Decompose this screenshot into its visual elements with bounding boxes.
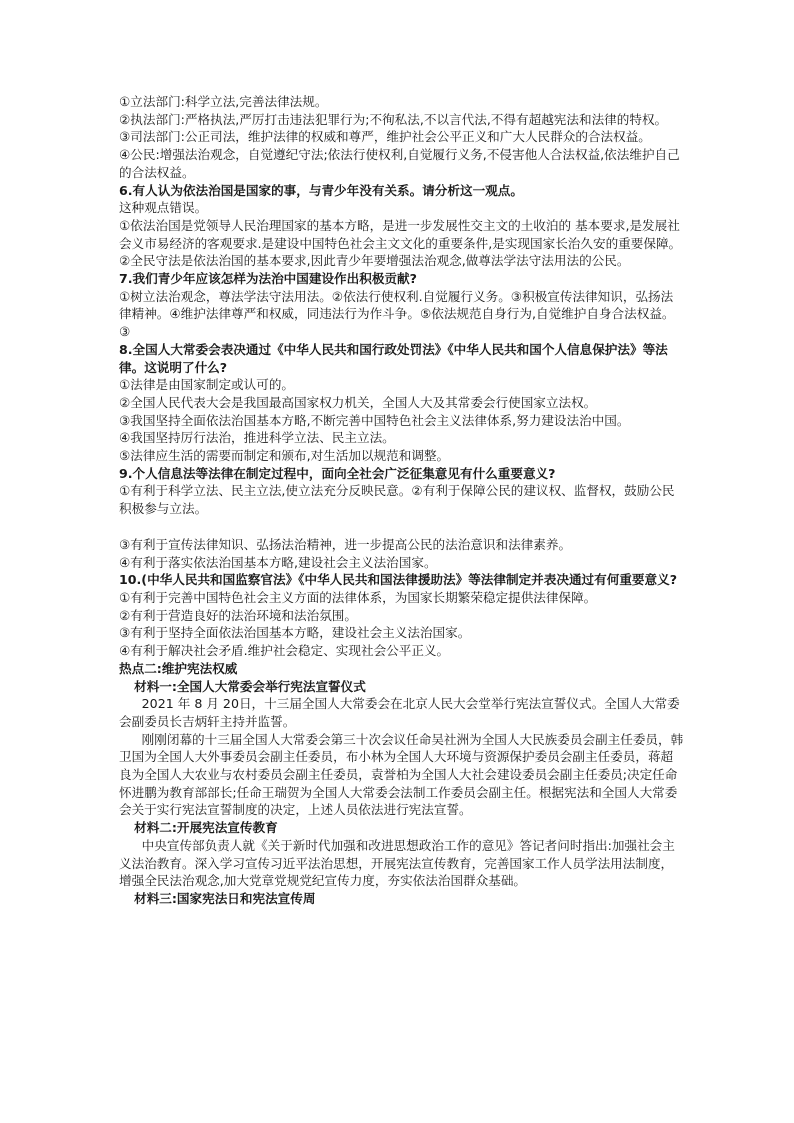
answer-8-5: ⑤法律应生活的需要而制定和颁布,对生活加以规范和调整。 [119, 448, 450, 464]
question-10: 10.(中华人民共和国监察官法》《中华人民共和国法律援助法》等法律制定并表决通过有何重要意义? [119, 572, 678, 588]
question-9: 9.个人信息法等法律在制定过程中，面向全社会广泛征集意见有什么重要意义? [119, 465, 556, 481]
answer-6-body: ①依法治国是党领导人民治理国家的基本方略，是进一步发展性交主文的土收泊的 基本要求,是发展社会义市易经济的客观要求.是建设中国特色社会主文文化的重要条件,是实现国家长治久安的重要保障。②全民守法是依法治国的基本要求,因此青少年要增强法治观念,做尊法学法守法用法的公民。 [119, 217, 682, 269]
answer-9-2: ③有利于宣传法律知识、弘扬法治精神，进一步提高公民的法治意识和法律素养。 [119, 536, 572, 552]
question-6: 6.有人认为依法治国是国家的事，与青少年没有关系。请分析这一观点。 [119, 182, 523, 198]
material-3-title: 材料三:国家宪法日和宪法宣传周 [134, 890, 316, 906]
hotspot-title: 热点二:维护宪法权威 [119, 660, 238, 676]
material-2-para-1: 中央宣传部负责人就《关于新时代加强和改进思想政治工作的意见》答记者问时指出:加强社会主义法治教育。深入学习宣传习近平法治思想，开展宪法宣传教育，完善国家工作人员学法用法制度，增强全民法治观念,加大党章党规党纪宣传力度，夯实依法治国群众基础。 [119, 837, 675, 889]
material-1-para-2: 刚刚闭幕的十三届全国人大常委会第三十次会议任命吴社洲为全国人大民族委员会副主任委员，韩卫国为全国人大外事委员会副主任委员，布小林为全国人大环境与资源保护委员会副主任委员，蒋超良为全国人大农业与农村委员会副主任委员，袁誉柏为全国人大社会建设委员会副主任委员;决定任命怀进鹏为教育部部长;任命王瑞贺为全国人大常委会法制工作委员会副主任。根据宪法和全国人大常委会关于实行宪法宣誓制度的决定，上述人员依法进行宪法宣誓。 [119, 731, 684, 818]
answer-9-1: ①有利于科学立法、民主立法,使立法充分反映民意。②有利于保障公民的建议权、监督权，鼓励公民积极参与立法。 [119, 483, 675, 517]
answer-10-4: ④有利于解决社会矛盾.维护社会稳定、实现社会公平正义。 [119, 643, 450, 659]
question-7: 7.我们青少年应该怎样为法治中国建设作出积极贡献? [119, 271, 417, 287]
answer-9-3: ④有利于落实依法治国基本方略,建设社会主义法治国家。 [119, 554, 437, 570]
answer-6-verdict: 这种观点错误。 [119, 200, 208, 216]
answer-8-1: ①法律是由国家制定或认可的。 [119, 377, 295, 393]
answer-executive: ②执法部门:严格执法,严厉打击违法犯罪行为;不徇私法,不以言代法,不得有超越宪法和法律的特权。 [119, 111, 668, 127]
answer-8-2: ②全国人民代表大会是我国最高国家权力机关，全国人大及其常委会行使国家立法权。 [119, 394, 597, 410]
question-8: 8.全国人大常委会表决通过《中华人民共和国行政处罚法》《中华人民共和国个人信息保护法》等法律。这说明了什么? [119, 341, 668, 375]
answer-8-3: ③我国坚持全面依法治国基本方略,不断完善中国特色社会主义法律体系,努力建设法治中国。 [119, 412, 630, 428]
answer-10-3: ③有利于坚持全面依法治国基本方略，建设社会主义法治国家。 [119, 625, 471, 641]
document-page [119, 93, 684, 908]
material-1-title: 材料一:全国人大常委会举行宪法宣誓仪式 [134, 678, 366, 694]
material-2-title: 材料二:开展宪法宣传教育 [134, 820, 278, 836]
answer-7-body: ①树立法治观念，尊法学法守法用法。②依法行使权利.自觉履行义务。③积极宣传法律知识，弘扬法律精神。④维护法律尊严和权威，同违法行为作斗争。⑤依法规范自身行为,自觉维护自身合法权益。③ [119, 288, 675, 340]
material-1-para-1: 2021 年 8 月 20日，十三届全国人大常委会在北京人民大会堂举行宪法宣誓仪式。全国人大常委会副委员长吉炳轩主持并监誓。 [119, 696, 680, 729]
answer-legislative: ①立法部门:科学立法,完善法律法规。 [119, 94, 328, 109]
answer-10-1: ①有利于完善中国特色社会主义方面的法律体系，为国家长期繁荣稳定提供法律保障。 [119, 589, 597, 605]
answer-8-4: ④我国坚持厉行法治，推进科学立法、民主立法。 [119, 430, 395, 446]
answer-judicial: ③司法部门:公正司法，维护法律的权威和尊严，维护社会公平正义和广大人民群众的合法权益。 [119, 129, 651, 145]
blank-gap [119, 518, 684, 536]
answer-10-2: ②有利于营造良好的法治环境和法治氛围。 [119, 607, 357, 623]
answer-citizen: ④公民:增强法治观念，自觉遵纪守法;依法行使权利,自觉履行义务,不侵害他人合法权益,依法维护自己的合法权益。 [119, 147, 680, 180]
